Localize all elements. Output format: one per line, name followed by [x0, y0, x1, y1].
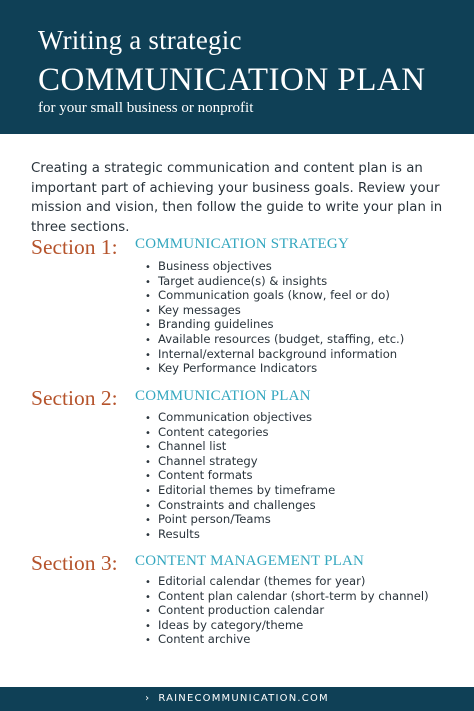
bullet-icon: • [145, 485, 151, 497]
section-1-list [145, 259, 404, 376]
list-item [145, 632, 429, 647]
intro-paragraph: Creating a strategic communication and content plan is an important part of achieving your business goals. Review your mission and vision, then follow the guide to write your plan in three sections. [31, 161, 443, 235]
list-item-text: Results [158, 526, 200, 541]
bullet-icon: • [145, 529, 151, 541]
bullet-icon: • [145, 577, 151, 588]
subtitle: for your small business or nonprofit [38, 100, 254, 116]
list-item [145, 288, 404, 303]
list-item [145, 618, 429, 633]
bullet-icon: • [145, 635, 151, 647]
bullet-icon: • [145, 427, 151, 439]
section-1-label: Section 1: [31, 235, 118, 259]
bullet-icon: • [145, 262, 151, 273]
list-item [145, 527, 335, 542]
bullet-icon: • [145, 515, 151, 527]
list-item [145, 259, 404, 274]
list-item-text: Channel strategy [158, 453, 258, 468]
list-item [145, 454, 335, 469]
bullet-icon: • [145, 456, 151, 468]
list-item [145, 332, 404, 347]
list-item-text: Editorial calendar (themes for year) [158, 574, 366, 588]
bullet-icon: • [145, 349, 151, 361]
list-item-text: Communication objectives [158, 410, 313, 424]
list-item-text: Ideas by category/theme [158, 617, 304, 632]
list-item-text: Business objectives [158, 259, 272, 273]
list-item [145, 439, 335, 454]
list-item [145, 574, 429, 589]
list-item-text: Content production calendar [158, 603, 325, 618]
title-line-1: Writing a strategic [38, 25, 242, 55]
list-item [145, 425, 335, 440]
list-item-text: Constraints and challenges [158, 497, 316, 512]
section-3-label: Section 3: [31, 551, 118, 575]
bullet-icon: • [145, 305, 151, 317]
list-item-text: Content categories [158, 424, 269, 439]
list-item-text: Editorial themes by timeframe [158, 482, 336, 497]
bullet-icon: • [145, 364, 151, 376]
list-item-text: Internal/external background information [158, 346, 398, 361]
section-3-list [145, 574, 429, 647]
header-banner [0, 0, 474, 134]
bullet-icon: • [145, 500, 151, 512]
list-item [145, 317, 404, 332]
bullet-icon: • [145, 413, 151, 424]
bullet-icon: • [145, 320, 151, 332]
list-item-text: Key Performance Indicators [158, 361, 318, 376]
bullet-icon: • [145, 591, 151, 603]
list-item [145, 347, 404, 362]
list-item [145, 512, 335, 527]
footer-website[interactable]: RAINECOMMUNICATION.COM [158, 693, 329, 704]
list-item [145, 483, 335, 498]
section-1-title: COMMUNICATION STRATEGY [135, 236, 349, 252]
section-3-title: CONTENT MANAGEMENT PLAN [135, 553, 365, 569]
chevron-right-icon: › [145, 693, 151, 704]
list-item [145, 468, 335, 483]
list-item-text: Communication goals (know, feel or do) [158, 288, 390, 303]
list-item [145, 274, 404, 289]
bullet-icon: • [145, 606, 151, 618]
bullet-icon: • [145, 471, 151, 483]
section-2-label: Section 2: [31, 386, 118, 410]
list-item [145, 603, 429, 618]
section-2-list [145, 410, 335, 541]
list-item-text: Point person/Teams [158, 512, 271, 527]
list-item-text: Content plan calendar (short-term by channel) [158, 588, 429, 603]
list-item [145, 498, 335, 513]
list-item-text: Available resources (budget, staffing, etc.) [158, 331, 405, 346]
section-2-title: COMMUNICATION PLAN [135, 388, 311, 404]
bullet-icon: • [145, 620, 151, 632]
list-item-text: Branding guidelines [158, 317, 274, 332]
list-item-text: Content archive [158, 632, 251, 647]
bullet-icon: • [145, 442, 151, 454]
list-item [145, 361, 404, 376]
bullet-icon: • [145, 291, 151, 303]
list-item [145, 303, 404, 318]
list-item-text: Key messages [158, 302, 241, 317]
list-item-text: Target audience(s) & insights [158, 273, 328, 288]
bullet-icon: • [145, 334, 151, 346]
title-line-2: COMMUNICATION PLAN [38, 62, 426, 98]
list-item [145, 589, 429, 604]
list-item-text: Channel list [158, 439, 227, 454]
list-item-text: Content formats [158, 468, 253, 483]
list-item [145, 410, 335, 425]
footer-bar [0, 687, 474, 711]
bullet-icon: • [145, 276, 151, 288]
